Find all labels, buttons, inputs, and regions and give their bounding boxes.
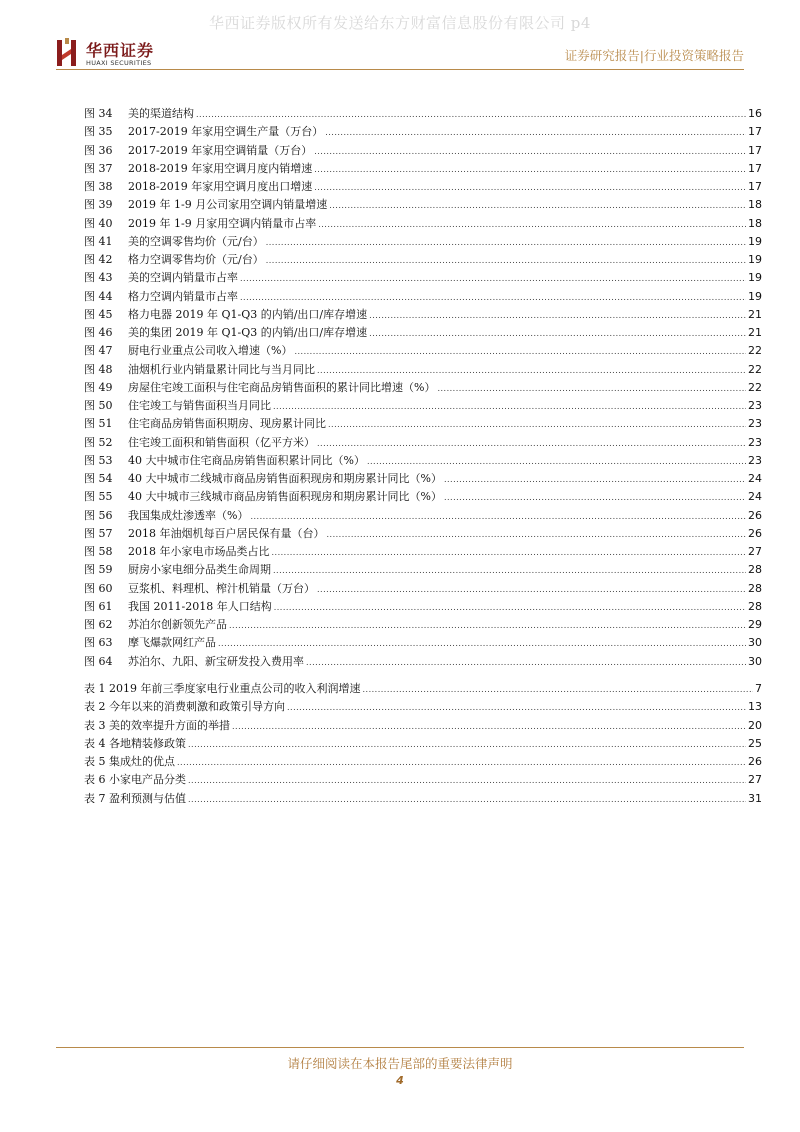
figure-number: 图 35 bbox=[84, 125, 113, 139]
figure-title: 美的空调内销量市占率 bbox=[128, 271, 238, 285]
dot-leader bbox=[329, 201, 746, 210]
table-title: 表 6 小家电产品分类 bbox=[84, 773, 186, 787]
page-ref: 26 bbox=[748, 755, 762, 768]
dot-leader bbox=[317, 366, 746, 375]
dot-leader bbox=[272, 548, 747, 557]
dot-leader bbox=[232, 722, 746, 731]
figure-title: 我国集成灶渗透率（%） bbox=[128, 508, 249, 522]
figure-title: 厨电行业重点公司收入增速（%） bbox=[128, 344, 293, 358]
dot-leader bbox=[444, 493, 746, 502]
figure-number: 图 40 bbox=[84, 216, 113, 230]
figure-entry[interactable] bbox=[84, 342, 762, 360]
page-ref: 20 bbox=[748, 718, 762, 732]
figure-number: 图 45 bbox=[84, 307, 113, 321]
dot-leader bbox=[328, 420, 746, 429]
figure-number: 图 62 bbox=[84, 618, 113, 631]
page-ref: 24 bbox=[748, 490, 762, 504]
figure-entry[interactable] bbox=[84, 178, 762, 196]
page-ref: 21 bbox=[748, 307, 762, 321]
report-type: 证券研究报告|行业投资策略报告 bbox=[564, 48, 744, 63]
dot-leader bbox=[240, 274, 746, 283]
figure-number: 图 39 bbox=[84, 198, 113, 212]
page-ref: 19 bbox=[748, 234, 762, 248]
footer-divider bbox=[56, 1047, 744, 1048]
figure-entry[interactable] bbox=[84, 123, 762, 141]
page-ref: 30 bbox=[748, 654, 762, 668]
dot-leader bbox=[188, 795, 746, 804]
figure-number: 图 36 bbox=[84, 143, 113, 157]
table-entry[interactable] bbox=[84, 753, 762, 771]
figure-title: 苏泊尔、九阳、新宝研发投入费用率 bbox=[128, 654, 304, 668]
figure-title: 厨房小家电细分品类生命周期 bbox=[128, 563, 271, 577]
page-ref: 26 bbox=[748, 526, 762, 540]
figure-entry[interactable] bbox=[84, 616, 762, 634]
dot-leader bbox=[240, 293, 746, 302]
figure-entry[interactable] bbox=[84, 105, 762, 123]
page-ref: 18 bbox=[748, 198, 762, 212]
dot-leader bbox=[250, 512, 746, 521]
dot-leader bbox=[314, 183, 746, 192]
figure-entry[interactable] bbox=[84, 324, 762, 342]
figure-number: 图 53 bbox=[84, 453, 113, 467]
figure-title: 2018-2019 年家用空调月度出口增速 bbox=[128, 180, 313, 193]
dot-leader bbox=[273, 566, 746, 575]
figure-number: 图 37 bbox=[84, 161, 113, 175]
page-ref: 17 bbox=[748, 125, 762, 139]
figure-entry[interactable] bbox=[84, 488, 762, 506]
figure-entry[interactable] bbox=[84, 507, 762, 525]
dot-leader bbox=[266, 256, 746, 265]
page-ref: 19 bbox=[748, 271, 762, 285]
dot-leader bbox=[274, 603, 746, 612]
table-title: 表 3 美的效率提升方面的举措 bbox=[84, 718, 230, 732]
figure-entry[interactable] bbox=[84, 215, 762, 233]
dot-leader bbox=[369, 311, 746, 320]
table-entry[interactable] bbox=[84, 771, 762, 789]
page-ref: 27 bbox=[748, 545, 762, 558]
figure-title: 2019 年 1-9 月公司家用空调内销量增速 bbox=[128, 198, 328, 212]
figure-number: 图 54 bbox=[84, 472, 113, 485]
figure-entry[interactable] bbox=[84, 634, 762, 652]
figure-entry[interactable] bbox=[84, 452, 762, 470]
dot-leader bbox=[362, 685, 753, 694]
dot-leader bbox=[317, 585, 746, 594]
dot-leader bbox=[306, 658, 746, 667]
page-ref: 13 bbox=[748, 700, 762, 714]
figure-title: 40 大中城市二线城市商品房销售面积现房和期房累计同比（%） bbox=[128, 472, 442, 485]
figure-number: 图 52 bbox=[84, 435, 113, 449]
dot-leader bbox=[266, 238, 746, 247]
table-entry[interactable] bbox=[84, 698, 762, 716]
figure-number: 图 61 bbox=[84, 599, 113, 613]
page-ref: 17 bbox=[748, 180, 762, 193]
dot-leader bbox=[218, 639, 746, 648]
figure-title: 40 大中城市三线城市商品房销售面积现房和期房累计同比（%） bbox=[128, 490, 442, 504]
page-ref: 28 bbox=[748, 581, 762, 595]
dot-leader bbox=[437, 384, 746, 393]
page-number: 4 bbox=[396, 1074, 404, 1087]
page-ref: 23 bbox=[748, 453, 762, 467]
figure-title: 2018 年油烟机每百户居民保有量（台） bbox=[128, 526, 325, 540]
figure-entry[interactable] bbox=[84, 580, 762, 598]
page-ref: 27 bbox=[748, 773, 762, 787]
table-title: 表 5 集成灶的优点 bbox=[84, 755, 175, 768]
page-ref: 19 bbox=[748, 253, 762, 266]
page-ref: 7 bbox=[755, 682, 762, 695]
figure-title: 房屋住宅竣工面积与住宅商品房销售面积的累计同比增速（%） bbox=[128, 380, 436, 394]
figure-entry[interactable] bbox=[84, 288, 762, 306]
figure-title: 我国 2011-2018 年人口结构 bbox=[128, 599, 272, 613]
logo-english-name: HUAXI SECURITIES bbox=[86, 59, 152, 67]
dot-leader bbox=[188, 776, 746, 785]
figure-title: 格力空调内销量市占率 bbox=[128, 289, 238, 303]
figure-title: 2019 年 1-9 月家用空调内销量市占率 bbox=[128, 216, 317, 230]
figure-number: 图 63 bbox=[84, 636, 113, 650]
page-ref: 31 bbox=[748, 791, 762, 805]
dot-leader bbox=[294, 347, 746, 356]
dot-leader bbox=[229, 621, 746, 630]
figure-entry[interactable] bbox=[84, 434, 762, 452]
figure-list bbox=[84, 105, 762, 671]
dot-leader bbox=[444, 475, 746, 484]
dot-leader bbox=[287, 703, 746, 712]
figure-title: 40 大中城市住宅商品房销售面积累计同比（%） bbox=[128, 453, 365, 467]
page-ref: 29 bbox=[748, 618, 762, 631]
dot-leader bbox=[367, 457, 746, 466]
header-divider bbox=[56, 69, 744, 70]
watermark: 华西证券版权所有发送给东方财富信息股份有限公司 p4 bbox=[209, 14, 591, 32]
figure-entry[interactable] bbox=[84, 598, 762, 616]
page-ref: 23 bbox=[748, 417, 762, 431]
figure-number: 图 34 bbox=[84, 107, 113, 120]
dot-leader bbox=[318, 220, 746, 229]
figure-entry[interactable] bbox=[84, 269, 762, 287]
page-ref: 28 bbox=[748, 563, 762, 577]
figure-title: 2018-2019 年家用空调月度内销增速 bbox=[128, 161, 313, 175]
dot-leader bbox=[327, 530, 747, 539]
figure-title: 美的空调零售均价（元/台） bbox=[128, 234, 264, 248]
page-ref: 18 bbox=[748, 216, 762, 230]
page-ref: 17 bbox=[748, 161, 762, 175]
page-ref: 22 bbox=[748, 380, 762, 394]
figure-title: 格力空调零售均价（元/台） bbox=[128, 253, 264, 266]
figure-entry[interactable] bbox=[84, 142, 762, 160]
figure-number: 图 57 bbox=[84, 526, 113, 540]
table-entry[interactable] bbox=[84, 717, 762, 735]
page-ref: 22 bbox=[748, 344, 762, 358]
dot-leader bbox=[314, 147, 746, 156]
dot-leader bbox=[188, 740, 746, 749]
figure-number: 图 43 bbox=[84, 271, 113, 285]
figure-entry[interactable] bbox=[84, 196, 762, 214]
dot-leader bbox=[325, 128, 746, 137]
table-title: 表 2 今年以来的消费刺激和政策引导方向 bbox=[84, 700, 285, 714]
figure-title: 油烟机行业内销量累计同比与当月同比 bbox=[128, 362, 315, 376]
figure-entry[interactable] bbox=[84, 361, 762, 379]
figure-number: 图 51 bbox=[84, 417, 113, 431]
page-ref: 25 bbox=[748, 736, 762, 750]
figure-entry[interactable] bbox=[84, 379, 762, 397]
figure-number: 图 46 bbox=[84, 326, 113, 339]
figure-entry[interactable] bbox=[84, 233, 762, 251]
page-ref: 28 bbox=[748, 599, 762, 613]
figure-title: 2017-2019 年家用空调生产量（万台） bbox=[128, 125, 324, 139]
figure-entry[interactable] bbox=[84, 306, 762, 324]
figure-number: 图 55 bbox=[84, 490, 113, 504]
figure-title: 美的渠道结构 bbox=[128, 107, 194, 120]
figure-number: 图 47 bbox=[84, 344, 113, 358]
figure-title: 住宅商品房销售面积期房、现房累计同比 bbox=[128, 417, 326, 431]
page-ref: 17 bbox=[748, 143, 762, 157]
figure-number: 图 44 bbox=[84, 289, 113, 303]
page-ref: 19 bbox=[748, 289, 762, 303]
page-ref: 23 bbox=[748, 399, 762, 412]
figure-number: 图 49 bbox=[84, 380, 113, 394]
dot-leader bbox=[314, 165, 746, 174]
page-ref: 21 bbox=[748, 326, 762, 339]
dot-leader bbox=[369, 329, 746, 338]
figure-entry[interactable] bbox=[84, 543, 762, 561]
legal-notice: 请仔细阅读在本报告尾部的重要法律声明 bbox=[287, 1056, 513, 1071]
page-ref: 26 bbox=[748, 508, 762, 522]
figure-entry[interactable] bbox=[84, 470, 762, 488]
figure-entry[interactable] bbox=[84, 160, 762, 178]
figure-number: 图 60 bbox=[84, 581, 113, 595]
figure-number: 图 48 bbox=[84, 362, 113, 376]
table-entry[interactable] bbox=[84, 680, 762, 698]
figure-title: 美的集团 2019 年 Q1-Q3 的内销/出口/库存增速 bbox=[128, 326, 368, 339]
figure-title: 格力电器 2019 年 Q1-Q3 的内销/出口/库存增速 bbox=[128, 307, 368, 321]
table-title: 表 7 盈利预测与估值 bbox=[84, 791, 186, 805]
figure-number: 图 59 bbox=[84, 563, 113, 577]
figure-title: 住宅竣工与销售面积当月同比 bbox=[128, 399, 271, 412]
dot-leader bbox=[317, 439, 746, 448]
page-ref: 24 bbox=[748, 472, 762, 485]
figure-title: 豆浆机、料理机、榨汁机销量（万台） bbox=[128, 581, 315, 595]
figure-number: 图 42 bbox=[84, 253, 113, 266]
figure-entry[interactable] bbox=[84, 525, 762, 543]
figure-entry[interactable] bbox=[84, 561, 762, 579]
figure-entry[interactable] bbox=[84, 251, 762, 269]
figure-number: 图 41 bbox=[84, 234, 113, 248]
page-ref: 23 bbox=[748, 435, 762, 449]
huaxi-logo-icon bbox=[56, 38, 78, 68]
figure-title: 2017-2019 年家用空调销量（万台） bbox=[128, 143, 313, 157]
table-entry[interactable] bbox=[84, 735, 762, 753]
table-entry[interactable] bbox=[84, 790, 762, 808]
dot-leader bbox=[177, 758, 746, 767]
figure-number: 图 50 bbox=[84, 399, 113, 412]
figure-entry[interactable] bbox=[84, 415, 762, 433]
figure-title: 摩飞爆款网红产品 bbox=[128, 636, 216, 650]
page-ref: 16 bbox=[748, 107, 762, 120]
figure-title: 住宅竣工面积和销售面积（亿平方米） bbox=[128, 435, 315, 449]
figure-title: 苏泊尔创新领先产品 bbox=[128, 618, 227, 631]
figure-entry[interactable] bbox=[84, 653, 762, 671]
table-title: 表 1 2019 年前三季度家电行业重点公司的收入利润增速 bbox=[84, 682, 361, 695]
figure-entry[interactable] bbox=[84, 397, 762, 415]
page-ref: 22 bbox=[748, 362, 762, 376]
dot-leader bbox=[196, 110, 746, 119]
page-ref: 30 bbox=[748, 636, 762, 650]
figure-number: 图 64 bbox=[84, 654, 113, 668]
dot-leader bbox=[273, 402, 746, 411]
figure-title: 2018 年小家电市场品类占比 bbox=[128, 545, 270, 558]
figure-number: 图 38 bbox=[84, 180, 113, 193]
logo-chinese-name: 华西证券 bbox=[86, 41, 155, 60]
figure-number: 图 58 bbox=[84, 545, 113, 558]
table-title: 表 4 各地精装修政策 bbox=[84, 736, 186, 750]
table-list bbox=[84, 680, 762, 808]
figure-number: 图 56 bbox=[84, 508, 113, 522]
